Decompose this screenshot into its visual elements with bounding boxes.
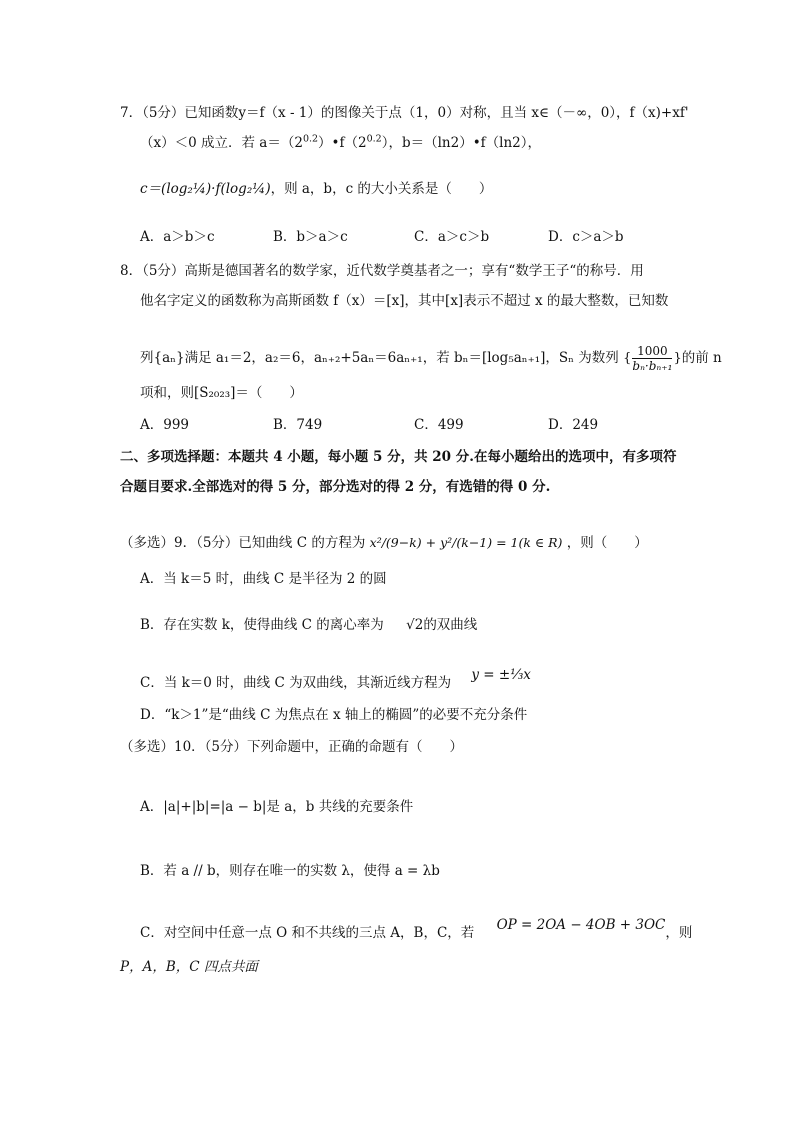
q8-line3: 列{aₙ}满足 a₁＝2，a₂＝6，aₙ₊₂+5aₙ＝6aₙ₊₁，若 bₙ＝[log₅aₙ₊₁]，Sₙ 为数列 { $\frac{1000}{\text{bₙ·bₙ₊₁}}$ }的前 n — [140, 344, 722, 373]
q7-line2-a: （x）＜0 成立．若 a＝（2 — [140, 135, 303, 151]
q7-option-c: C．a＞c＞b — [414, 229, 490, 245]
q10-option-a: A．|a|+|b|=|a − b|是 a，b 共线的充要条件 — [140, 799, 414, 815]
q7-option-d: D．c＞a＞b — [548, 229, 624, 245]
q8-option-d: D．249 — [548, 417, 599, 433]
q9-formula: x²/(9−k) + y²/(k−1) = 1(k ∈ R) — [369, 535, 563, 550]
q8-option-b: B．749 — [273, 417, 323, 433]
q8-line1: 8．（5分）高斯是德国著名的数学家，近代数学奠基者之一；享有“数学王子“的称号．用 — [120, 263, 644, 279]
q10-optC-formula: OP = 2OA − 4OB + 3OC — [496, 917, 666, 933]
q10-option-c — [140, 917, 693, 942]
q8-fraction — [632, 344, 672, 373]
q9-optB-formula: √2 — [406, 617, 424, 633]
q7-exp2: 0.2 — [366, 133, 382, 145]
q7-option-a: A．a＞b＞c — [140, 229, 215, 245]
q7-line1: 7．（5分）已知函数y＝f（x - 1）的图像关于点（1，0）对称，且当 x∈（－∞，0），f（x)+xf' — [120, 105, 689, 121]
q8-line2: 他名字定义的函数称为高斯函数 f（x）＝[x]，其中[x]表示不超过 x 的最大整数，已知数 — [140, 293, 669, 309]
q7-line2-b: ）•f（2 — [318, 135, 367, 151]
q7-c-formula: c＝(log₂¼)·f(log₂¼) — [140, 181, 271, 197]
q7-exp1: 0.2 — [302, 133, 319, 145]
q9-stem-prefix: （多选）9．（5分）已知曲线 C 的方程为 — [120, 535, 366, 551]
q9-optB-prefix: B．存在实数 k，使得曲线 C 的离心率为 — [140, 617, 384, 633]
q7-line3 — [140, 180, 492, 198]
q8-frac-num: 1000 — [632, 344, 672, 359]
q7-line2-c: ），b＝（ln2）•f（ln2）， — [381, 135, 542, 151]
q7-option-b: B．b＞a＞c — [273, 229, 348, 245]
section2-line2: 合题目要求.全部选对的得 5 分，部分选对的得 2 分，有选错的得 0 分. — [120, 479, 551, 495]
q8-line3-text: 列{aₙ}满足 a₁＝2，a₂＝6，aₙ₊₂+5aₙ＝6aₙ₊₁，若 bₙ＝[log₅aₙ₊₁]，Sₙ 为数列 — [140, 350, 619, 366]
q8-line4: 项和，则[S₂₀₂₃]＝（ ） — [140, 385, 303, 401]
q9-optB-suffix: 的双曲线 — [423, 617, 478, 633]
q9-option-b — [140, 616, 477, 634]
q8-frac-den: bₙ·bₙ₊₁ — [632, 359, 673, 373]
q10-optC-prefix: C．对空间中任意一点 O 和不共线的三点 A，B，C，若 — [140, 925, 475, 941]
section2-line1: 二、多项选择题：本题共 4 小题，每小题 5 分，共 20 分.在每小题给出的选项中，有多项符 — [120, 449, 677, 465]
q10-optC-suffix: ，则 — [665, 925, 693, 941]
q10-option-b: B．若 a // b，则存在唯一的实数 λ，使得 a = λb — [140, 863, 440, 879]
q10-stem: （多选）10．（5分）下列命题中，正确的命题有（ ） — [120, 739, 464, 755]
q10-optC-line2: P，A，B，C 四点共面 — [120, 959, 258, 975]
q9-option-d: D．“k＞1”是“曲线 C 为焦点在 x 轴上的椭圆”的必要不充分条件 — [140, 707, 528, 723]
q7-line3-text: ，则 a，b，c 的大小关系是（ ） — [270, 181, 493, 197]
q8-option-c: C．499 — [414, 417, 464, 433]
q9-optC-formula: y = ±⅓x — [471, 667, 531, 683]
q9-option-a: A．当 k＝5 时，曲线 C 是半径为 2 的圆 — [140, 571, 387, 587]
q8-line3-tail: 的前 n — [681, 350, 722, 366]
q9-stem-suffix: ，则（ ） — [566, 535, 648, 551]
q8-option-a: A．999 — [140, 417, 190, 433]
q7-line2 — [140, 134, 541, 152]
q9-optC-prefix: C．当 k＝0 时，曲线 C 为双曲线，其渐近线方程为 — [140, 675, 452, 691]
q9-option-c — [140, 667, 531, 692]
q9-stem — [120, 534, 648, 552]
